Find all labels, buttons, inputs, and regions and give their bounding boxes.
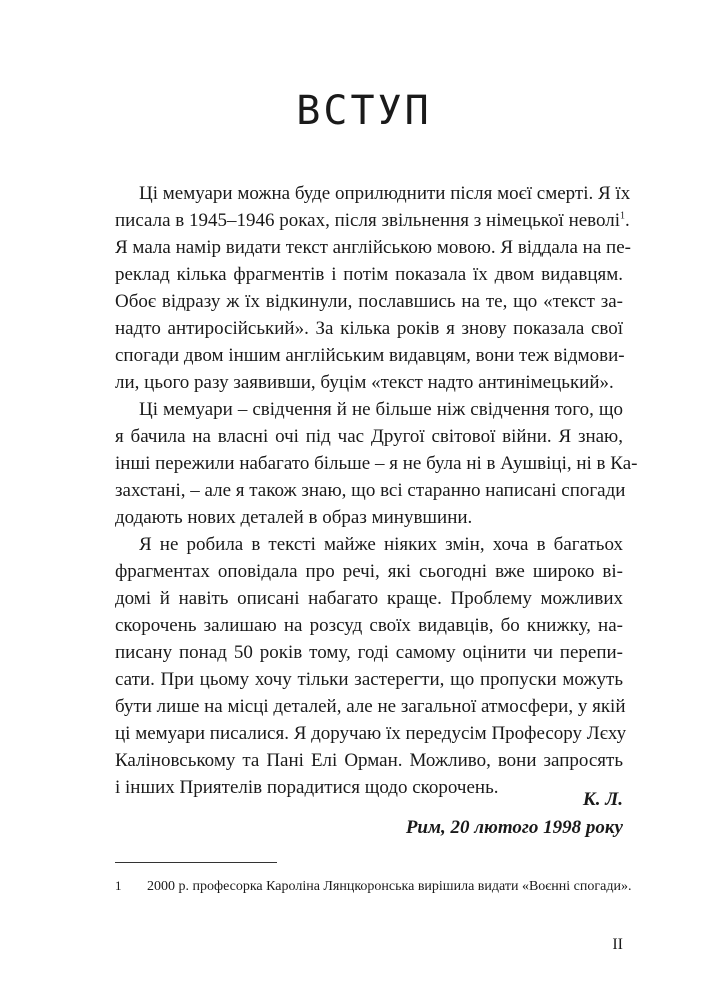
text-line: Ці мемуари – свідчення й не більше ніж свідчення того, що xyxy=(139,399,623,420)
footnote-text: 2000 р. професорка Кароліна Лянцкоронська вирішила видати «Воєнні спогади». xyxy=(147,879,632,894)
chapter-title: ВСТУП xyxy=(296,88,432,134)
text-line: Я мала намір видати текст англійською мовою. Я віддала на пе- xyxy=(115,237,631,258)
text-line: ці мемуари писалися. Я доручаю їх передусім Професору Лєху xyxy=(115,723,627,744)
text-line: Обоє відразу ж їх відкинули, пославшись на те, що «текст за- xyxy=(115,291,623,312)
text-line: додають нових деталей в образ минувшини. xyxy=(115,507,473,528)
signature-place-date: Рим, 20 лютого 1998 року xyxy=(405,817,623,838)
text-line: ли, цього разу заявивши, буцім «текст надто антинімецький». xyxy=(115,372,614,393)
body-text xyxy=(115,180,638,801)
text-line: надто антиросійський». За кілька років я знову показала свої xyxy=(115,318,623,339)
text-line: домі й навіть описані набагато краще. Проблему можливих xyxy=(115,588,623,609)
text-line: інші пережили набагато більше – я не була ні в Аушвіці, ні в Ка- xyxy=(115,453,638,474)
footnote-reference: 1 xyxy=(620,210,626,222)
footnote-number: 1 xyxy=(115,878,122,893)
text-line: спогади двом іншим англійським видавцям, вони теж відмови- xyxy=(115,345,625,366)
footnote xyxy=(115,876,632,897)
text-line: бути лише на місці деталей, але не загальної атмосфери, у якій xyxy=(115,696,626,717)
text-line: Каліновському та Пані Елі Орман. Можливо, вони запросять xyxy=(115,750,623,771)
signature-initials: К. Л. xyxy=(582,789,623,810)
text-line: Я не робила в тексті майже ніяких змін, хоча в багатьох xyxy=(139,534,623,555)
text-line: скорочень залишаю на розсуд своїх видавців, бо книжку, на- xyxy=(115,615,623,636)
text-line: сати. При цьому хочу тільки застерегти, що пропуски можуть xyxy=(115,669,623,690)
text-line: Ці мемуари можна буде оприлюднити після моєї смерті. Я їх xyxy=(139,183,631,204)
page-number: II xyxy=(612,936,623,953)
text-line: і інших Приятелів порадитися щодо скорочень. xyxy=(115,777,499,798)
footnote-divider xyxy=(115,862,277,863)
text-line: реклад кілька фрагментів і потім показала їх двом видавцям. xyxy=(115,264,623,285)
text-line: писану понад 50 років тому, годі самому оцінити чи перепи- xyxy=(115,642,623,663)
text-line: писала в 1945–1946 роках, після звільнення з німецької неволі$^1$. xyxy=(115,210,630,231)
text-line: я бачила на власні очі під час Другої світової війни. Я знаю, xyxy=(115,426,623,447)
text-line: фрагментах оповідала про речі, які сьогодні вже широко ві- xyxy=(115,561,623,582)
text-line: захстані, – але я також знаю, що всі старанно написані спогади xyxy=(115,480,626,501)
